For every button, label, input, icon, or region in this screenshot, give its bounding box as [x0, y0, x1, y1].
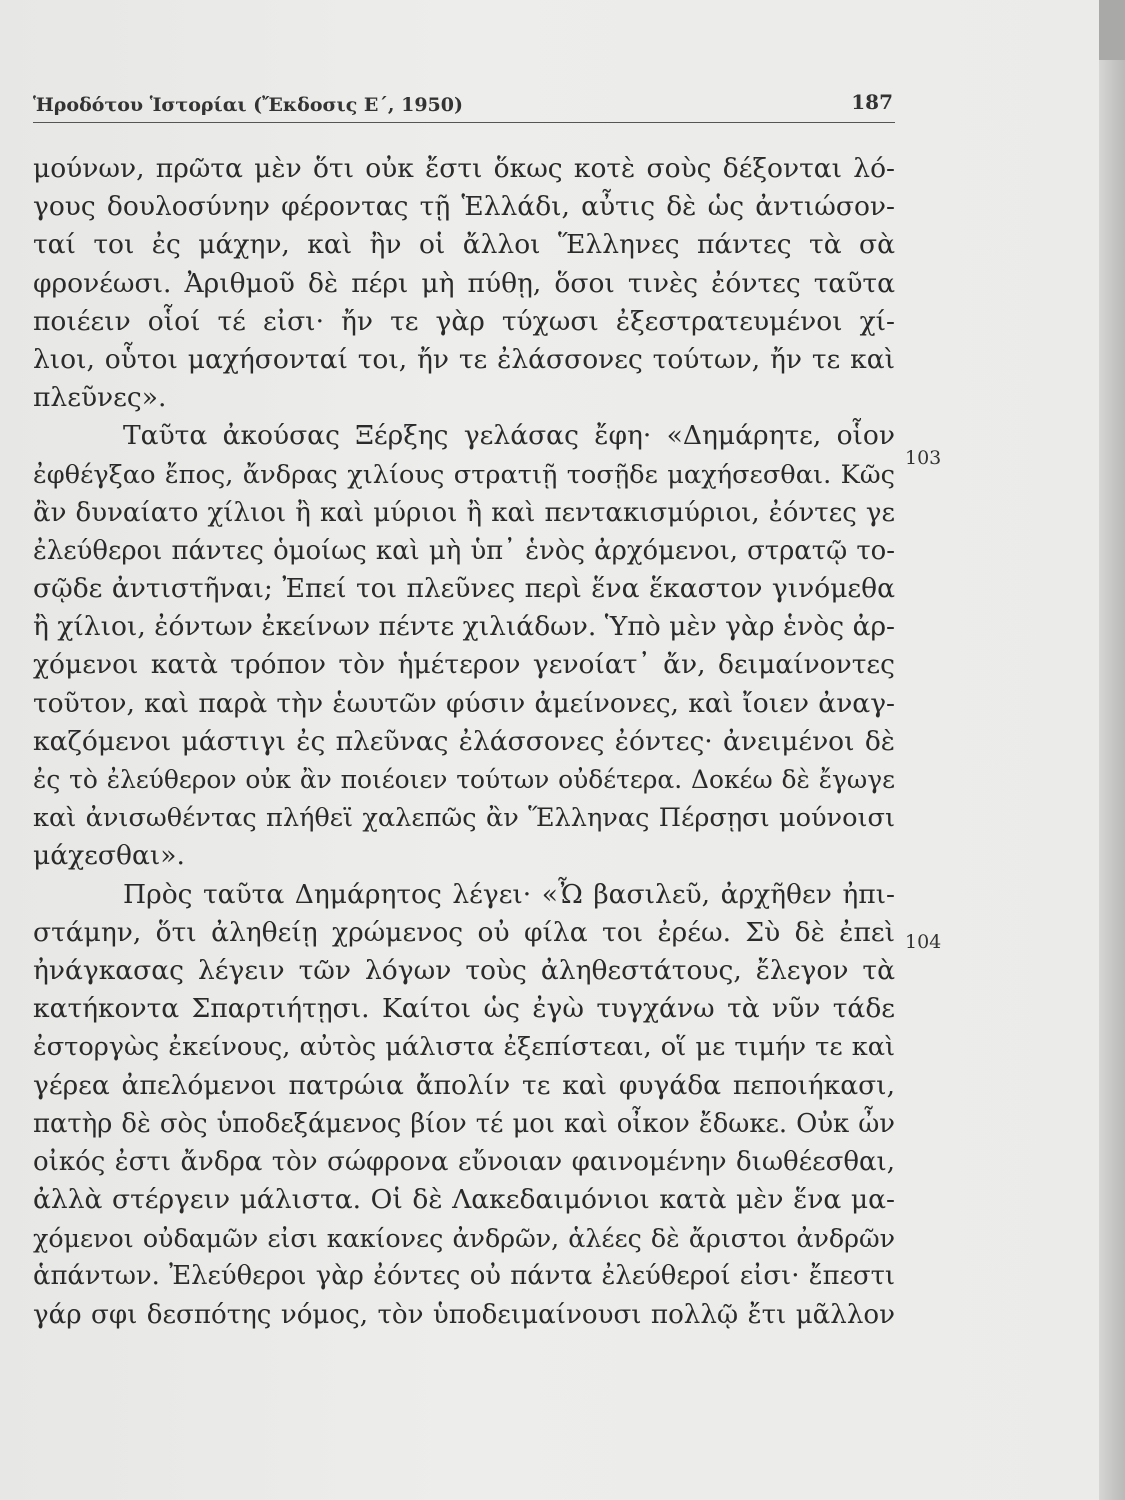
text-line: καζόμενοι μάστιγι ἐς πλεῦνας ἐλάσσονες ἐόντες· ἀνειμένοι δὲ [33, 725, 895, 757]
paragraph-start-line: Ταῦτα ἀκούσας Ξέρξης γελάσας ἔφη· «Δημάρητε, οἷον [123, 420, 895, 452]
text-line: πατὴρ δὲ σὸς ὑποδεξάμενος βίον τέ μοι καὶ οἶκον ἔδωκε. Οὐκ ὦν [33, 1108, 895, 1139]
text-line: λιοι, οὗτοι μαχήσονταί τοι, ἤν τε ἐλάσσονες τούτων, ἤν τε καὶ [33, 343, 895, 375]
text-line: ταί τοι ἐς μάχην, καὶ ἢν οἱ ἄλλοι Ἕλληνες πάντες τὰ σὰ [33, 229, 895, 261]
text-line: ἐλεύθεροι πάντες ὁμοίως καὶ μὴ ὑπ᾽ ἑνὸς ἀρχόμενοι, στρατῷ το- [33, 535, 895, 566]
header-rule [33, 122, 895, 123]
text-line: κατήκοντα Σπαρτιήτῃσι. Καίτοι ὡς ἐγὼ τυγχάνω τὰ νῦν τάδε [33, 993, 895, 1025]
text-line: χόμενοι οὐδαμῶν εἰσι κακίονες ἀνδρῶν, ἁλέες δὲ ἄριστοι ἀνδρῶν [33, 1223, 895, 1254]
text-line: μάχεσθαι». [33, 840, 185, 872]
header-title: Ἡροδότου Ἱστορίαι (Ἔκδοσις Ε΄, 1950) [33, 94, 463, 116]
text-line: γους δουλοσύνην φέροντας τῇ Ἑλλάδι, αὖτις δὲ ὡς ἀντιώσον- [33, 191, 895, 223]
text-line: οἰκός ἐστι ἄνδρα τὸν σώφρονα εὔνοιαν φαινομένην διωθέεσθαι, [33, 1146, 895, 1177]
text-line: καὶ ἀνισωθέντας πλήθεϊ χαλεπῶς ἂν Ἕλληνας Πέρσῃσι μούνοισι [33, 803, 895, 834]
text-line: ἀλλὰ στέργειν μάλιστα. Οἱ δὲ Λακεδαιμόνιοι κατὰ μὲν ἕνα μα- [33, 1184, 895, 1216]
page-corner-shadow [1099, 0, 1125, 60]
section-number: 104 [905, 931, 942, 953]
page-number: 187 [851, 90, 893, 114]
text-line: ἁπάντων. Ἐλεύθεροι γὰρ ἐόντες οὐ πάντα ἐλεύθεροί εἰσι· ἔπεστι [33, 1261, 895, 1292]
text-line: στάμην, ὅτι ἀληθείῃ χρώμενος οὐ φίλα τοι ἐρέω. Σὺ δὲ ἐπεὶ [33, 916, 895, 948]
text-line: γέρεα ἀπελόμενοι πατρώια ἄπολίν τε καὶ φυγάδα πεποιήκασι, [33, 1069, 895, 1101]
text-line: πλεῦνες». [33, 382, 167, 414]
section-number: 103 [905, 447, 942, 469]
text-line: ἂν δυναίατο χίλιοι ἢ καὶ μύριοι ἢ καὶ πεντακισμύριοι, ἐόντες γε [33, 497, 895, 528]
text-line: μούνων, πρῶτα μὲν ὅτι οὐκ ἔστι ὅκως κοτὲ σοὺς δέξονται λό- [33, 153, 895, 184]
text-line: χόμενοι κατὰ τρόπον τὸν ἡμέτερον γενοίατ᾽ ἄν, δειμαίνοντες [33, 649, 895, 681]
body-text [33, 150, 895, 1334]
running-header [33, 90, 893, 124]
text-line: ποιέειν οἷοί τέ εἰσι· ἤν τε γὰρ τύχωσι ἐξεστρατευμένοι χί- [33, 305, 895, 337]
text-line: τοῦτον, καὶ παρὰ τὴν ἑωυτῶν φύσιν ἀμείνονες, καὶ ἴοιεν ἀναγ- [33, 687, 895, 719]
text-line: ἐφθέγξαο ἔπος, ἄνδρας χιλίους στρατιῇ τοσῇδε μαχήσεσθαι. Κῶς [33, 459, 895, 490]
text-line: φρονέωσι. Ἀριθμοῦ δὲ πέρι μὴ πύθῃ, ὅσοι τινὲς ἐόντες ταῦτα [33, 267, 895, 299]
paragraph-start-line: Πρὸς ταῦτα Δημάρητος λέγει· «Ὦ βασιλεῦ, ἀρχῆθεν ἠπι- [123, 878, 895, 910]
page-edge-shadow [1099, 0, 1125, 1500]
text-line: σῷδε ἀντιστῆναι; Ἐπεί τοι πλεῦνες περὶ ἕνα ἕκαστον γινόμεθα [33, 573, 895, 605]
text-line: ἐστοργὼς ἐκείνους, αὐτὸς μάλιστα ἐξεπίστεαι, οἵ με τιμήν τε καὶ [33, 1032, 895, 1063]
text-line: ἠνάγκασας λέγειν τῶν λόγων τοὺς ἀληθεστάτους, ἔλεγον τὰ [33, 954, 895, 986]
text-line: ἢ χίλιοι, ἐόντων ἐκείνων πέντε χιλιάδων. Ὑπὸ μὲν γὰρ ἑνὸς ἀρ- [33, 611, 895, 643]
text-line: γάρ σφι δεσπότης νόμος, τὸν ὑποδειμαίνουσι πολλῷ ἔτι μᾶλλον [33, 1299, 895, 1330]
text-line: ἐς τὸ ἐλεύθερον οὐκ ἂν ποιέοιεν τούτων οὐδέτερα. Δοκέω δὲ ἔγωγε [33, 765, 895, 794]
